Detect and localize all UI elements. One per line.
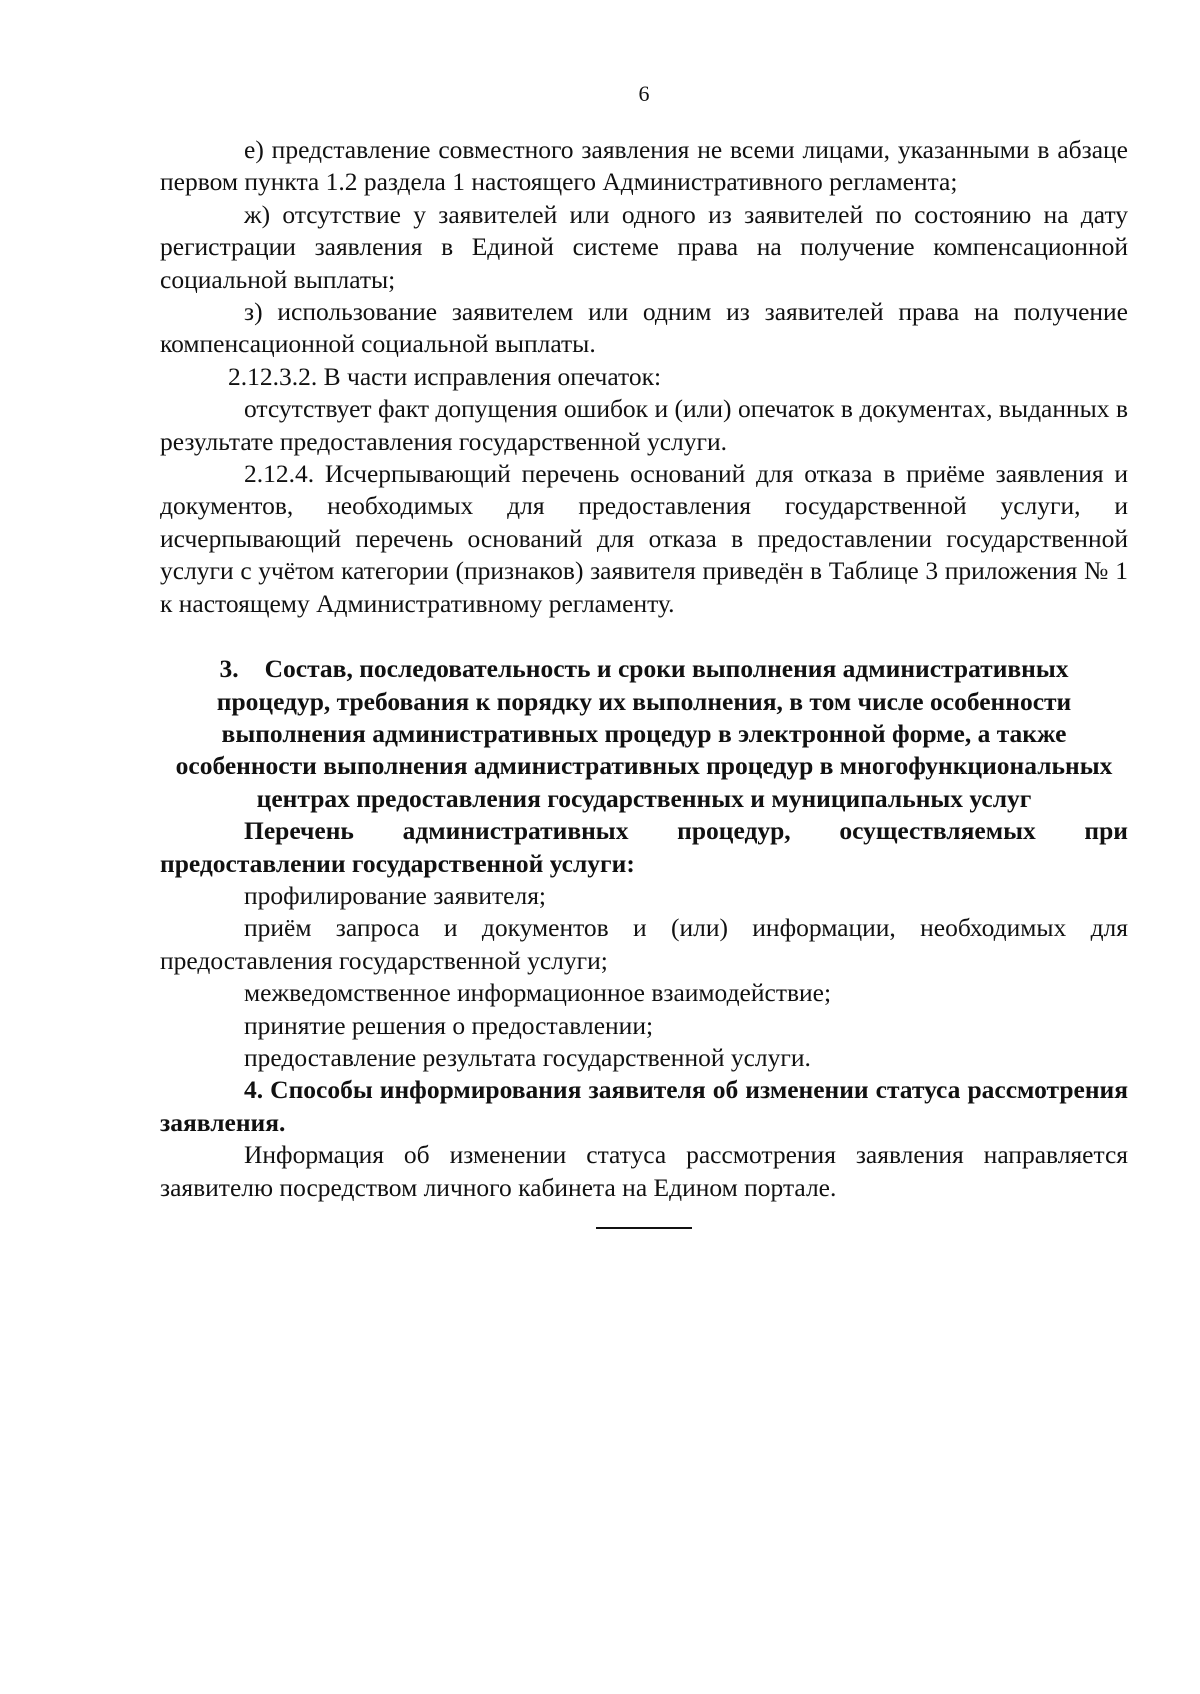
paragraph-2-12-3-2: 2.12.3.2. В части исправления опечаток:: [228, 361, 662, 391]
section-3-title: Состав, последовательность и сроки выполнения административных процедур, требования к порядку их выполнения, в том числе особенности выполнения административных процедур в электронной форме, а также особенности выполнения административных процедур в многофункциональных центрах предоставления государственных и муниципальных услуг: [175, 654, 1113, 813]
paragraph-zh: ж) отсутствие у заявителей или одного из заявителей по состоянию на дату регистрации заявления в Единой системе права на получение компенсационной социальной выплаты;: [160, 199, 1128, 294]
procedure-item: принятие решения о предоставлении;: [244, 1010, 654, 1040]
procedure-item: приём запроса и документов и (или) информации, необходимых для предоставления государственной услуги;: [160, 913, 1128, 975]
paragraph-2-12-4: 2.12.4. Исчерпывающий перечень оснований для отказа в приёме заявления и документов, необходимых для предоставления государственной услуги, и исчерпывающий перечень оснований для отказа в предоставлении государственной услуги с учётом категории (признаков) заявителя приведён в Таблице 3 приложения № 1 к настоящему Административному регламенту.: [160, 459, 1128, 618]
procedure-item: межведомственное информационное взаимодействие;: [244, 978, 832, 1008]
section-3-heading: [160, 653, 1128, 815]
procedure-item: профилирование заявителя;: [244, 880, 547, 910]
document-body: [160, 134, 1128, 1229]
paragraph-z: з) использование заявителем или одним из заявителей права на получение компенсационной социальной выплаты.: [160, 297, 1128, 359]
procedures-list-intro: Перечень административных процедур, осуществляемых при предоставлении государственной услуги:: [160, 816, 1128, 878]
page-number: 6: [638, 81, 650, 106]
procedure-item: предоставление результата государственной услуги.: [244, 1042, 811, 1072]
paragraph-e: е) представление совместного заявления не всеми лицами, указанными в абзаце первом пункта 1.2 раздела 1 настоящего Административного регламента;: [160, 135, 1128, 197]
section-3-number: 3.: [219, 654, 239, 684]
section-4-heading: 4. Способы информирования заявителя об изменении статуса рассмотрения заявления.: [160, 1075, 1128, 1137]
paragraph-typos: отсутствует факт допущения ошибок и (или) опечаток в документах, выданных в результате предоставления государственной услуги.: [160, 394, 1128, 456]
spacer: [160, 620, 1128, 653]
section-4-text: Информация об изменении статуса рассмотрения заявления направляется заявителю посредством личного кабинета на Едином портале.: [160, 1140, 1128, 1202]
end-of-document-rule: [596, 1227, 692, 1229]
